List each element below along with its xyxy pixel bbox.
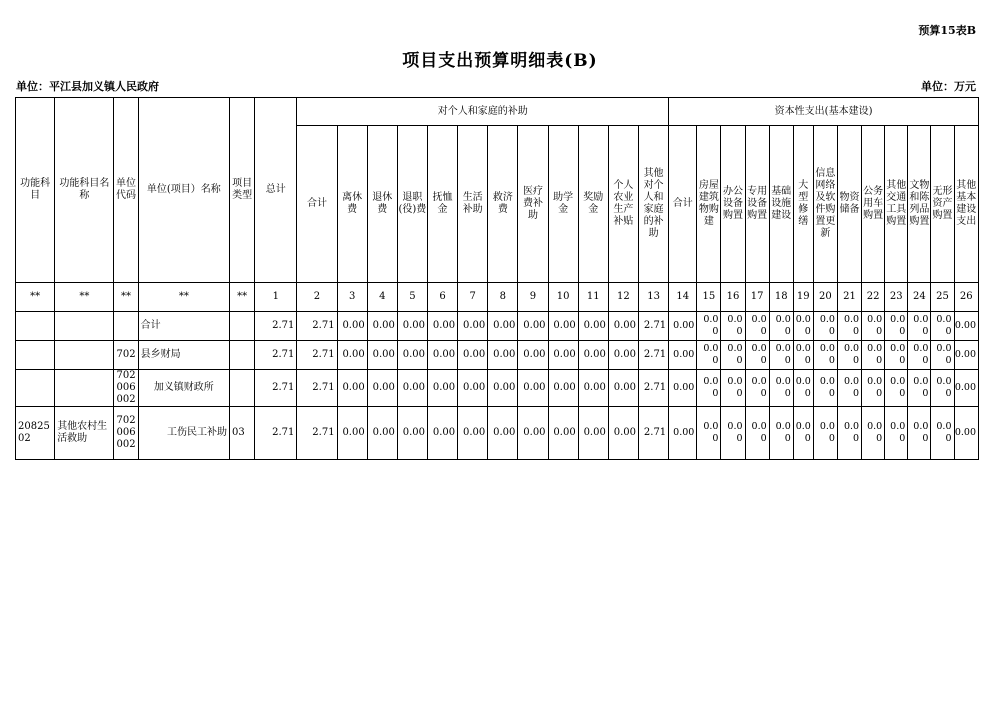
personal-value-cell: 0.00: [518, 312, 548, 341]
capital-value-cell: 0.00: [954, 407, 979, 460]
unit-name-cell: 合计: [138, 312, 229, 341]
header-personal-col-9: 助学金: [548, 126, 578, 283]
column-number: 25: [931, 283, 954, 312]
capital-value-cell: 0.00: [721, 370, 745, 407]
project-type-cell: [230, 312, 255, 341]
header-total: 总计: [255, 98, 297, 283]
capital-value-cell: 0.00: [837, 312, 861, 341]
column-number: 16: [721, 283, 745, 312]
column-number: 1: [255, 283, 297, 312]
header-capital-col-10: 其他交通工具购置: [885, 126, 908, 283]
capital-value-cell: 0.00: [669, 370, 697, 407]
project-type-cell: 03: [230, 407, 255, 460]
capital-value-cell: 0.00: [837, 370, 861, 407]
personal-value-cell: 0.00: [578, 312, 608, 341]
header-personal-col-3: 退休费: [367, 126, 397, 283]
personal-value-cell: 0.00: [397, 370, 427, 407]
capital-value-cell: 0.00: [862, 341, 885, 370]
personal-value-cell: 0.00: [608, 312, 638, 341]
header-capital-col-6: 大型修缮: [793, 126, 813, 283]
capital-value-cell: 0.00: [931, 341, 954, 370]
star-cell: **: [16, 283, 55, 312]
personal-value-cell: 0.00: [337, 370, 367, 407]
column-number: 14: [669, 283, 697, 312]
personal-value-cell: 0.00: [518, 407, 548, 460]
total-cell: 2.71: [255, 370, 297, 407]
column-number: 6: [427, 283, 457, 312]
personal-value-cell: 2.71: [638, 312, 668, 341]
column-number: 23: [885, 283, 908, 312]
unit-name-cell: 工伤民工补助: [138, 407, 229, 460]
star-cell: **: [114, 283, 138, 312]
capital-value-cell: 0.00: [862, 370, 885, 407]
column-number: 13: [638, 283, 668, 312]
header-personal-col-8: 医疗费补助: [518, 126, 548, 283]
capital-value-cell: 0.00: [697, 341, 721, 370]
budget-detail-table: [15, 97, 979, 460]
func-name-cell: [55, 370, 114, 407]
personal-value-cell: 0.00: [427, 407, 457, 460]
capital-value-cell: 0.00: [769, 370, 793, 407]
capital-value-cell: 0.00: [931, 407, 954, 460]
project-type-cell: [230, 341, 255, 370]
column-number: 7: [458, 283, 488, 312]
capital-value-cell: 0.00: [931, 312, 954, 341]
column-number: 19: [793, 283, 813, 312]
project-type-cell: [230, 370, 255, 407]
star-cell: **: [55, 283, 114, 312]
personal-value-cell: 0.00: [427, 312, 457, 341]
func-name-cell: [55, 312, 114, 341]
column-number: 26: [954, 283, 979, 312]
personal-value-cell: 0.00: [458, 341, 488, 370]
personal-value-cell: 2.71: [297, 370, 337, 407]
capital-value-cell: 0.00: [862, 407, 885, 460]
header-capital-col-13: 其他基本建设支出: [954, 126, 979, 283]
table-row: [16, 341, 979, 370]
personal-value-cell: 0.00: [578, 341, 608, 370]
column-number: 3: [337, 283, 367, 312]
unit-code-cell: 702: [114, 341, 138, 370]
header-capital-col-8: 物资储备: [837, 126, 861, 283]
capital-value-cell: 0.00: [908, 312, 931, 341]
personal-value-cell: 0.00: [427, 370, 457, 407]
header-personal-col-5: 抚恤金: [427, 126, 457, 283]
capital-value-cell: 0.00: [862, 312, 885, 341]
personal-value-cell: 2.71: [638, 341, 668, 370]
capital-value-cell: 0.00: [908, 341, 931, 370]
header-capital-col-11: 文物和陈列品购置: [908, 126, 931, 283]
personal-value-cell: 0.00: [337, 312, 367, 341]
personal-value-cell: 0.00: [397, 312, 427, 341]
column-number: 17: [745, 283, 769, 312]
column-number: 10: [548, 283, 578, 312]
capital-value-cell: 0.00: [813, 370, 837, 407]
capital-value-cell: 0.00: [669, 407, 697, 460]
capital-value-cell: 0.00: [885, 407, 908, 460]
personal-value-cell: 0.00: [548, 407, 578, 460]
column-number: 15: [697, 283, 721, 312]
personal-value-cell: 0.00: [548, 370, 578, 407]
capital-value-cell: 0.00: [769, 312, 793, 341]
header-capital-col-7: 信息网络及软件购置更新: [813, 126, 837, 283]
star-cell: **: [230, 283, 255, 312]
page-title: 项目支出预算明细表(B): [402, 51, 598, 71]
header-personal-col-2: 离休费: [337, 126, 367, 283]
personal-value-cell: 2.71: [297, 407, 337, 460]
header-personal-col-1: 合计: [297, 126, 337, 283]
capital-value-cell: 0.00: [769, 407, 793, 460]
capital-value-cell: 0.00: [954, 370, 979, 407]
personal-value-cell: 2.71: [297, 312, 337, 341]
table-row: [16, 407, 979, 460]
header-personal-col-10: 奖励金: [578, 126, 608, 283]
personal-value-cell: 0.00: [488, 370, 518, 407]
personal-value-cell: 0.00: [337, 341, 367, 370]
capital-value-cell: 0.00: [745, 370, 769, 407]
column-number-row: [16, 283, 979, 312]
unit-label: 单位：平江县加义镇人民政府: [16, 80, 159, 93]
table-row: [16, 312, 979, 341]
personal-value-cell: 0.00: [367, 370, 397, 407]
personal-value-cell: 0.00: [488, 341, 518, 370]
capital-value-cell: 0.00: [669, 312, 697, 341]
capital-value-cell: 0.00: [885, 341, 908, 370]
capital-value-cell: 0.00: [813, 312, 837, 341]
capital-value-cell: 0.00: [885, 312, 908, 341]
header-capital-col-2: 房屋建筑物购建: [697, 126, 721, 283]
header-capital-col-4: 专用设备购置: [745, 126, 769, 283]
unit-code-cell: 702006002: [114, 407, 138, 460]
capital-value-cell: 0.00: [908, 407, 931, 460]
capital-value-cell: 0.00: [813, 407, 837, 460]
personal-value-cell: 0.00: [337, 407, 367, 460]
capital-value-cell: 0.00: [954, 312, 979, 341]
personal-value-cell: 0.00: [548, 341, 578, 370]
column-number: 9: [518, 283, 548, 312]
personal-value-cell: 0.00: [367, 312, 397, 341]
func-name-cell: [55, 341, 114, 370]
unit-name-cell: 县乡财局: [138, 341, 229, 370]
personal-value-cell: 0.00: [458, 407, 488, 460]
capital-value-cell: 0.00: [931, 370, 954, 407]
personal-value-cell: 0.00: [488, 407, 518, 460]
personal-value-cell: 0.00: [518, 370, 548, 407]
header-func-code: 功能科目: [16, 98, 55, 283]
capital-value-cell: 0.00: [721, 341, 745, 370]
personal-value-cell: 0.00: [397, 341, 427, 370]
capital-value-cell: 0.00: [745, 407, 769, 460]
personal-value-cell: 0.00: [367, 407, 397, 460]
func-code-cell: 2082502: [16, 407, 55, 460]
capital-value-cell: 0.00: [669, 341, 697, 370]
header-unit-code: 单位代码: [114, 98, 138, 283]
header-capital-col-9: 公务用车购置: [862, 126, 885, 283]
capital-value-cell: 0.00: [837, 341, 861, 370]
header-group-personal: 对个人和家庭的补助: [297, 98, 669, 126]
personal-value-cell: 0.00: [397, 407, 427, 460]
column-number: 5: [397, 283, 427, 312]
personal-value-cell: 2.71: [638, 407, 668, 460]
total-cell: 2.71: [255, 341, 297, 370]
func-code-cell: [16, 312, 55, 341]
header-unit-name: 单位(项目）名称: [138, 98, 229, 283]
personal-value-cell: 0.00: [608, 407, 638, 460]
func-code-cell: [16, 341, 55, 370]
currency-unit-label: 单位：万元: [921, 80, 976, 93]
unit-code-cell: 702006002: [114, 370, 138, 407]
header-func-name: 功能科目名称: [55, 98, 114, 283]
capital-value-cell: 0.00: [837, 407, 861, 460]
personal-value-cell: 0.00: [427, 341, 457, 370]
star-cell: **: [138, 283, 229, 312]
personal-value-cell: 0.00: [518, 341, 548, 370]
total-cell: 2.71: [255, 312, 297, 341]
capital-value-cell: 0.00: [908, 370, 931, 407]
header-capital-col-12: 无形资产购置: [931, 126, 954, 283]
func-code-cell: [16, 370, 55, 407]
capital-value-cell: 0.00: [697, 407, 721, 460]
capital-value-cell: 0.00: [954, 341, 979, 370]
personal-value-cell: 0.00: [608, 341, 638, 370]
personal-value-cell: 0.00: [367, 341, 397, 370]
capital-value-cell: 0.00: [769, 341, 793, 370]
capital-value-cell: 0.00: [793, 370, 813, 407]
capital-value-cell: 0.00: [745, 341, 769, 370]
personal-value-cell: 0.00: [488, 312, 518, 341]
personal-value-cell: 0.00: [548, 312, 578, 341]
total-cell: 2.71: [255, 407, 297, 460]
column-number: 22: [862, 283, 885, 312]
header-personal-col-12: 其他对个人和家庭的补助: [638, 126, 668, 283]
column-number: 24: [908, 283, 931, 312]
capital-value-cell: 0.00: [793, 341, 813, 370]
personal-value-cell: 2.71: [638, 370, 668, 407]
header-personal-col-11: 个人农业生产补贴: [608, 126, 638, 283]
func-name-cell: 其他农村生活救助: [55, 407, 114, 460]
capital-value-cell: 0.00: [697, 370, 721, 407]
capital-value-cell: 0.00: [885, 370, 908, 407]
personal-value-cell: 0.00: [608, 370, 638, 407]
capital-value-cell: 0.00: [721, 312, 745, 341]
column-number: 2: [297, 283, 337, 312]
table-row: [16, 370, 979, 407]
capital-value-cell: 0.00: [813, 341, 837, 370]
header-project-type: 项目类型: [230, 98, 255, 283]
column-number: 4: [367, 283, 397, 312]
table-code-label: 预算15表B: [918, 24, 976, 37]
header-capital-col-1: 合计: [669, 126, 697, 283]
header-row-group: [16, 98, 979, 126]
personal-value-cell: 0.00: [458, 312, 488, 341]
personal-value-cell: 0.00: [578, 407, 608, 460]
column-number: 18: [769, 283, 793, 312]
unit-name-cell: 加义镇财政所: [138, 370, 229, 407]
header-capital-col-5: 基础设施建设: [769, 126, 793, 283]
personal-value-cell: 0.00: [578, 370, 608, 407]
header-capital-col-3: 办公设备购置: [721, 126, 745, 283]
header-personal-col-4: 退职(役)费: [397, 126, 427, 283]
column-number: 11: [578, 283, 608, 312]
unit-code-cell: [114, 312, 138, 341]
header-personal-col-7: 救济费: [488, 126, 518, 283]
capital-value-cell: 0.00: [745, 312, 769, 341]
capital-value-cell: 0.00: [697, 312, 721, 341]
column-number: 20: [813, 283, 837, 312]
header-personal-col-6: 生活补助: [458, 126, 488, 283]
personal-value-cell: 0.00: [458, 370, 488, 407]
capital-value-cell: 0.00: [793, 407, 813, 460]
column-number: 21: [837, 283, 861, 312]
column-number: 8: [488, 283, 518, 312]
capital-value-cell: 0.00: [793, 312, 813, 341]
personal-value-cell: 2.71: [297, 341, 337, 370]
header-group-capital: 资本性支出(基本建设): [669, 98, 979, 126]
column-number: 12: [608, 283, 638, 312]
capital-value-cell: 0.00: [721, 407, 745, 460]
